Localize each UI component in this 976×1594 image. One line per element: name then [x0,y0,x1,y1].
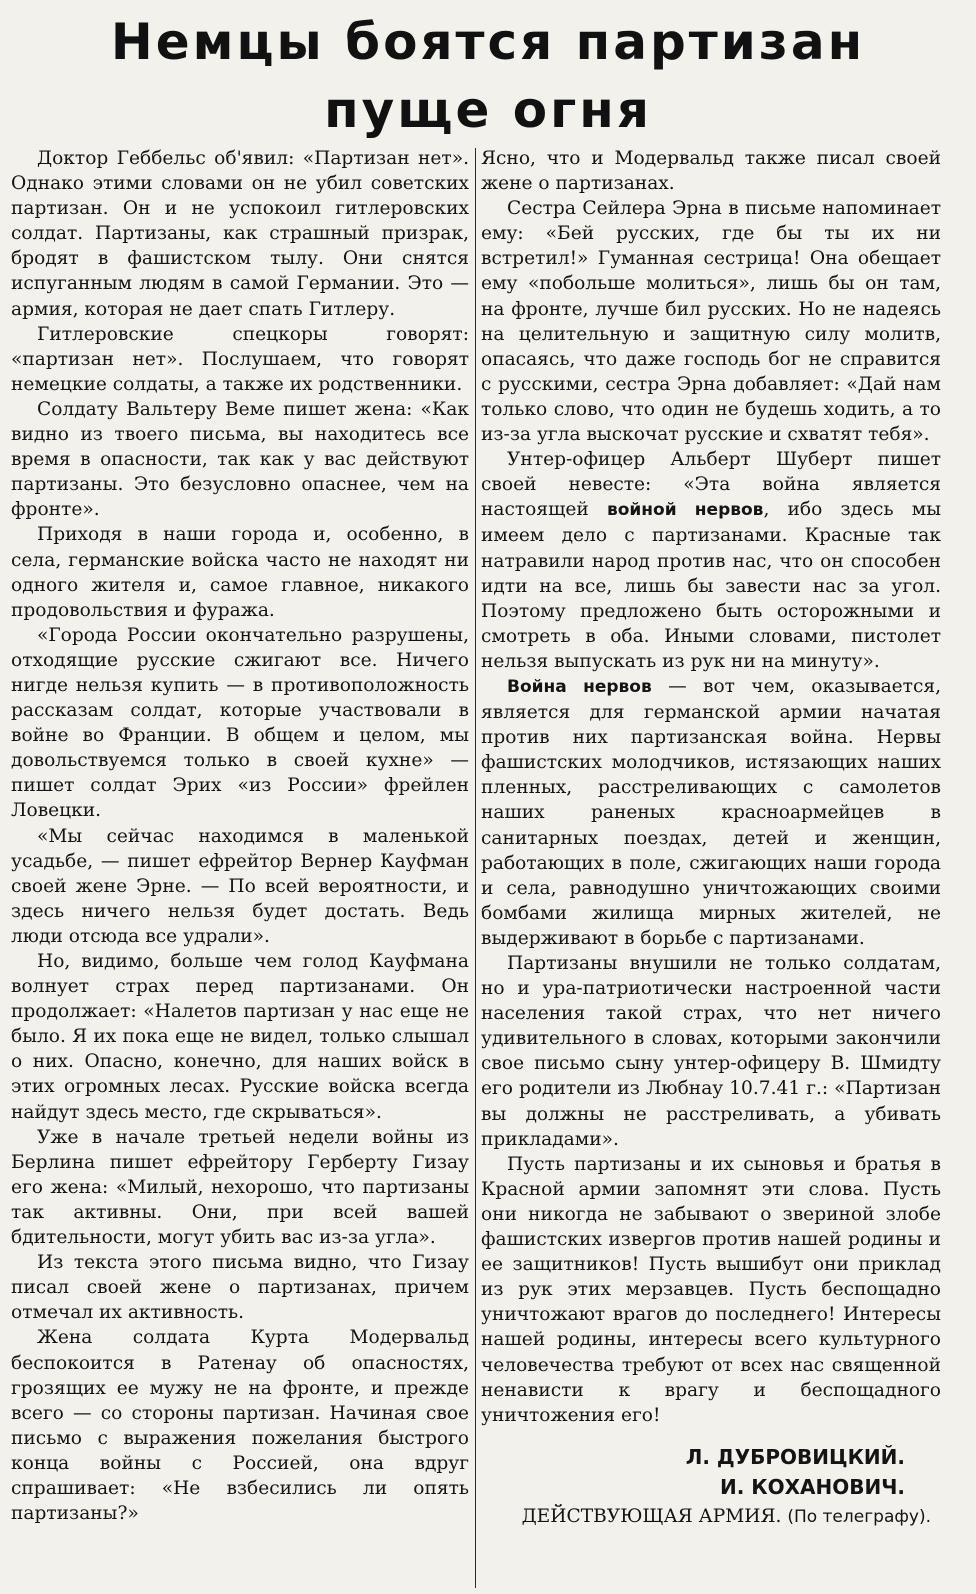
emphasis-phrase: войной нервов [606,500,764,521]
right-column [481,146,941,1530]
paragraph: Гитлеровские спецкоры говорят: «партизан нет». Послушаем, что говорят немецкие солдаты, а также их родственники. [11,323,469,395]
paragraph: Ясно, что и Модервальд также писал своей жене о партизанах. [481,148,941,195]
paragraph: Сестра Сейлера Эрна в письме напоминает ему: «Бей русских, где бы ты их ни встретил!» Гуманная сестрица! Она обещает ему «побольше молиться», лишь бы он там, на фронте, лучше бил русских. Но не надеясь на целительную и защитную силу молитв, опасаясь, что даже господь бог не справится с русскими, сестра Эрна добавляет: «Дай нам только слово, что один не будешь ходить, а то из-за угла выскочат русские и схватят тебя». [481,198,941,446]
paragraph [481,674,941,951]
headline-line-2: пуще огня [324,81,652,139]
paragraph: Приходя в наши города и, особенно, в села, германские войска часто не находят ни одного жителя и, самое главное, никакого продовольствия и фуража. [11,524,469,621]
paragraph-text: — вот чем, оказывается, является для германской армии начатая против них партизанская война. Нервы фашистских молодчиков, истязающих наших пленных, расстреливающих с самолетов наших раненых красноармейцев в санитарных поездах, детей и женщин, работающих в поле, сжигающих наши города и села, равнодушно уничтожающих своими бомбами жилища мирных жителей, не выдерживают в борьбе с партизанами. [481,675,942,949]
author-name: И. КОХАНОВИЧ. [719,1474,905,1499]
dateline-source: (По телеграфу). [787,1506,931,1527]
headline-line-1: Немцы боятся партизан [110,13,866,71]
paragraph: Солдату Вальтеру Веме пишет жена: «Как видно из твоего письма, вы находитесь все время в опасности, так как у вас действуют партизаны. Это безусловно опаснее, чем на фронте». [11,398,469,521]
paragraph [481,447,941,674]
paragraph: Пусть партизаны и их сыновья и братья в Красной армии запомнят эти слова. Пусть они никогда не забывают о звериной злобе фашистских извергов против нашей родины и ее защитников! Пусть вышибут они приклад из рук этих мерзавцев. Пусть беспощадно уничтожают врагов до последнего! Интересы нашей родины, интересы всего культурного человечества требуют от всех нас священной ненависти к врагу и беспощадного уничтожения его! [481,1153,941,1426]
paragraph: Но, видимо, больше чем голод Кауфмана волнует страх перед партизанами. Он продолжает: «Налетов партизан у нас еще не было. Я их пока еще не видел, только слышал о них. Опасно, конечно, для наших войск в этих огромных лесах. Русские войска всегда найдут здесь место, где скрываться». [11,951,469,1123]
paragraph-text: Унтер-офицер Альберт Шуберт пишет своей невесте: «Эта война является настоящей [481,449,941,521]
paragraph: Партизаны внушили не только солдатам, но и ура-патриотически настроенной части населения такой страх, что нет ничего удивительного в словах, которыми закончили свое письмо сыну унтер-офицеру В. Шмидту его родители из Любнау 10.7.41 г.: «Партизан вы должны не расстреливать, а убивать прикладами». [481,953,941,1150]
dateline [481,1504,941,1530]
paragraph: «Города России окончательно разрушены, отходящие русские сжигают все. Ничего нигде нельзя купить — в противоположность рассказам солдат, которые участвовали в войне во Франции. В общем и целом, мы довольствуемся только в своей кухне» — пишет солдат Эрих «из России» фрейлен Ловецки. [11,624,469,822]
column-divider [475,148,476,1588]
paragraph: Из текста этого письма видно, что Гизау писал своей жене о партизанах, причем отмечал их активность. [11,1252,469,1324]
paragraph: Уже в начале третьей недели войны из Берлина пишет ефрейтору Герберту Гизау его жена: «Милый, нехорошо, что партизаны так активны. Они, при всей вашей бдительности, могут убить вас из-за угла». [11,1126,469,1249]
emphasis-phrase: Война нервов [507,676,652,697]
paragraph: Доктор Геббельс об'явил: «Партизан нет». Однако этими словами он не убил советских партизан. Он и не успокоил гитлеровских солдат. Партизаны, как страшный призрак, бродят в фашистском тылу. Они снятся испуганным людям в самой Германии. Это — армия, которая не дает спать Гитлеру. [11,148,469,320]
paragraph-text: , ибо здесь мы имеем дело с партизанами. Красные так натравили народ против нас, что он способен идти на все, лишь бы завести нас за угол. Поэтому предложено быть осторожными и смотреть в оба. Иными словами, пистолет нельзя выпускать из рук ни на минуту». [481,499,941,672]
paragraph: Жена солдата Курта Модервальд беспокоится в Ратенау об опасностях, грозящих ее мужу не на фронте, и прежде всего — со стороны партизан. Начиная свое письмо с выражения пожелания быстрого конца войны с Россией, она вдруг спрашивает: «Не взбесились ли опять партизаны?» [11,1327,469,1525]
author-name: Л. ДУБРОВИЦКИЙ. [685,1444,905,1469]
author-signature [481,1442,941,1502]
dateline-place: ДЕЙСТВУЮЩАЯ АРМИЯ. [521,1505,782,1527]
left-column [11,146,469,1526]
paragraph: «Мы сейчас находимся в маленькой усадьбе, — пишет ефрейтор Вернер Кауфман своей жене Эрне. — По всей вероятности, и здесь ничего нельзя будет достать. Ведь люди отсюда все удрали». [11,825,469,947]
article-headline [0,8,976,144]
